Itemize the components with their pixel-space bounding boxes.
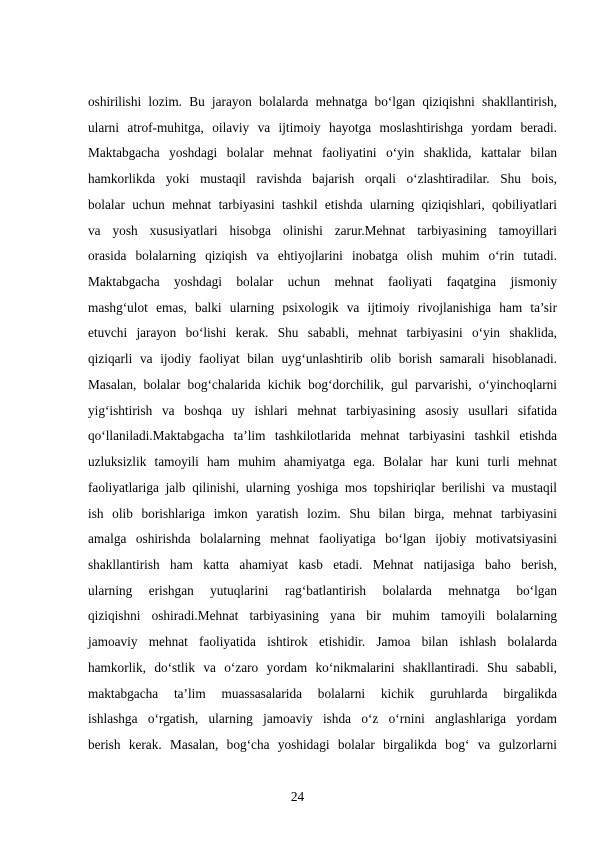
text-line: qo‘llaniladi.Maktabgacha ta’lim tashkilotlarida mehnat tarbiyasini tashkil etishda <box>88 428 557 444</box>
text-line: ularning erishgan yutuqlarini rag‘batlantirish bolalarda mehnatga bo‘lgan <box>88 582 557 598</box>
text-line: ularni atrof-muhitga, oilaviy va ijtimoiy hayotga moslashtirishga yordam beradi. <box>88 119 557 135</box>
text-line: shakllantirish ham katta ahamiyat kasb etadi. Mehnat natijasiga baho berish, <box>88 556 557 572</box>
text-line: amalga oshirishda bolalarning mehnat faoliyatiga bo‘lgan ijobiy motivatsiyasini <box>88 531 557 547</box>
body-paragraph <box>88 89 557 758</box>
text-line: yig‘ishtirish va boshqa uy ishlari mehnat tarbiyasining asosiy usullari sifatida <box>88 402 557 418</box>
text-line: ish olib borishlariga imkon yaratish lozim. Shu bilan birga, mehnat tarbiyasini <box>88 505 557 521</box>
text-line: bolalar uchun mehnat tarbiyasini tashkil etishda ularning qiziqishlari, qobiliyatlari <box>88 196 557 212</box>
text-line: Maktabgacha yoshdagi bolalar mehnat faoliyatini o‘yin shaklida, kattalar bilan <box>88 145 557 161</box>
text-line: uzluksizlik tamoyili ham muhim ahamiyatga ega. Bolalar har kuni turli mehnat <box>88 454 557 470</box>
text-line: oshirilishi lozim. Bu jarayon bolalarda mehnatga bo‘lgan qiziqishni shakllantirish, <box>88 94 557 109</box>
text-line: Maktabgacha yoshdagi bolalar uchun mehnat faoliyati faqatgina jismoniy <box>88 274 557 290</box>
page-number: 24 <box>290 789 305 804</box>
text-line: maktabgacha ta’lim muassasalarida bolalarni kichik guruhlarda birgalikda <box>88 685 557 701</box>
text-line: hamkorlikda yoki mustaqil ravishda bajarish orqali o‘zlashtiradilar. Shu bois, <box>88 171 557 187</box>
text-line: orasida bolalarning qiziqish va ehtiyojlarini inobatga olish muhim o‘rin tutadi. <box>88 248 557 264</box>
text-line: qiziqarli va ijodiy faoliyat bilan uyg‘unlashtirib olib borish samarali hisoblanadi. <box>88 351 557 367</box>
text-line: hamkorlik, do‘stlik va o‘zaro yordam ko‘nikmalarini shakllantiradi. Shu sababli, <box>88 659 557 675</box>
text-line: jamoaviy mehnat faoliyatida ishtirok etishidir. Jamoa bilan ishlash bolalarda <box>88 634 557 650</box>
text-line: berish kerak. Masalan, bog‘cha yoshidagi bolalar birgalikda bog‘ va gulzorlarni <box>88 736 557 752</box>
text-line: mashg‘ulot emas, balki ularning psixologik va ijtimoiy rivojlanishiga ham ta’sir <box>88 299 557 315</box>
text-line: va yosh xususiyatlari hisobga olinishi zarur.Mehnat tarbiyasining tamoyillari <box>88 222 557 238</box>
text-line: ishlashga o‘rgatish, ularning jamoaviy ishda o‘z o‘rnini anglashlariga yordam <box>88 711 557 727</box>
text-line: faoliyatlariga jalb qilinishi, ularning yoshiga mos topshiriqlar berilishi va mustaqil <box>88 479 557 495</box>
text-line: qiziqishni oshiradi.Mehnat tarbiyasining yana bir muhim tamoyili bolalarning <box>88 608 557 624</box>
text-line: Masalan, bolalar bog‘chalarida kichik bog‘dorchilik, gul parvarishi, o‘yinchoqlarni <box>88 376 557 392</box>
text-line: etuvchi jarayon bo‘lishi kerak. Shu sababli, mehnat tarbiyasini o‘yin shaklida, <box>88 325 557 341</box>
